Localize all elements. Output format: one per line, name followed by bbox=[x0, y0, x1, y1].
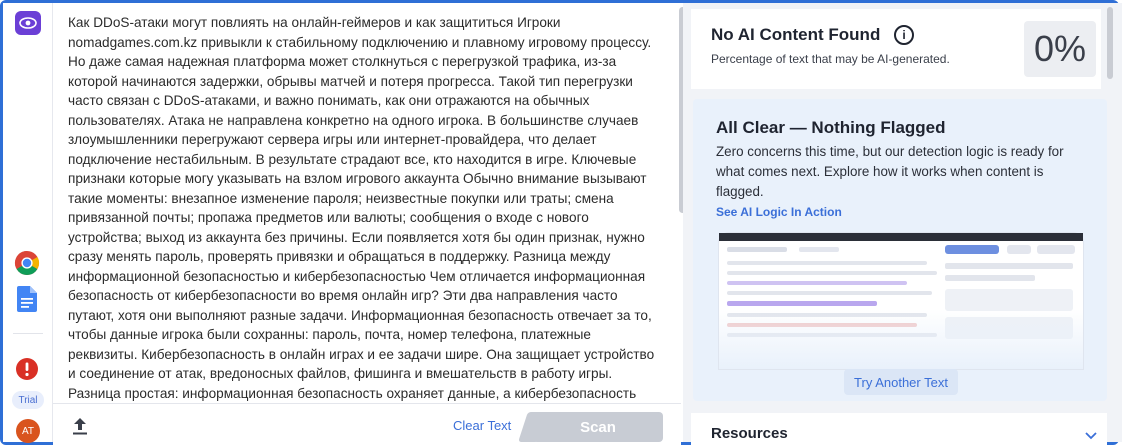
preview-fade bbox=[719, 309, 1083, 369]
upload-icon[interactable] bbox=[71, 416, 89, 436]
results-scrollbar[interactable] bbox=[1107, 7, 1113, 79]
summary-title: No AI Content Found bbox=[711, 25, 881, 44]
resources-title: Resources bbox=[711, 425, 788, 442]
trial-badge[interactable]: Trial bbox=[12, 391, 44, 409]
all-clear-title: All Clear — Nothing Flagged bbox=[716, 118, 946, 137]
chrome-icon[interactable] bbox=[13, 249, 41, 277]
rail-divider bbox=[13, 333, 43, 334]
info-icon[interactable]: i bbox=[894, 25, 914, 45]
resources-section[interactable] bbox=[691, 413, 1107, 448]
all-clear-description: Zero concerns this time, but our detection logic is ready for what comes next. Explore how it works when content is flagged. bbox=[716, 144, 1064, 199]
scan-button-label: Scan bbox=[580, 418, 616, 436]
scan-button[interactable] bbox=[533, 412, 663, 442]
try-another-text-button[interactable]: Try Another Text bbox=[844, 369, 958, 395]
results-panel bbox=[683, 3, 1122, 442]
alert-icon[interactable] bbox=[13, 355, 41, 383]
chevron-down-icon[interactable] bbox=[1085, 427, 1097, 437]
editor-panel bbox=[53, 3, 681, 442]
left-rail bbox=[3, 3, 53, 442]
ai-summary-card bbox=[691, 9, 1101, 89]
document-textarea[interactable]: Как DDoS-атаки могут повлиять на онлайн-геймеров и как защититься Игроки nomadgames.com.kz привыкли к стабильному подключению и плавному игровому процессу. Но даже самая надежная платформа может столкнуться с перегрузкой трафика, из-за которой начинаются задержки, обрывы матчей и потеря прогресса. Такой тип перегрузки часто связан с DDoS-атаками, и важно понимать, как они отражаются на обычных пользователях. Атака не направлена конкретно на одного игрока. В большинстве случаев злоумышленники перегружают сервера игры или интернет-провайдера, что делает подключение нестабильным. В результате страдают все, кто находится в игре. Ключевые признаки которые могу указывать на взлом игрового аккаунта Обычно внимание вызывают такие моменты: внезапное изменение пароля; неизвестные покупки или траты; смена привязанной почты; пропажа предметов или валюты; сообщения о входе с нового устройства; выход из аккаунта без причины. Если появляется хотя бы один признак, нужно сразу менять пароль, проверять привязки и обращаться в поддержку. Разница между информационной безопасностью и кибербезопасностью Чем отличается информационная безопасность от кибербезопасности во время онлайн игр? Эти два направления часто путают, хотя они выполняют разные задачи. Информационная безопасность отвечает за то, чтобы данные игрока были сохранны: пароль, почта, номер телефона, платежные реквизиты. Кибербезопасность в онлайн играх и ее задачи шире. Она защищает устройство и соединение от атак, вредоносных файлов, фишинга и вмешательств в работу игры. Разница простая: информационная безопасность охраняет данные, а кибербезопасность bbox=[68, 15, 655, 401]
google-docs-icon[interactable] bbox=[13, 285, 41, 313]
editor-footer bbox=[53, 403, 681, 448]
eye-icon[interactable] bbox=[15, 11, 41, 35]
summary-subtitle: Percentage of text that may be AI-generated. bbox=[711, 52, 950, 66]
ai-percentage: 0% bbox=[1024, 21, 1096, 77]
ai-logic-link[interactable]: See AI Logic In Action bbox=[716, 205, 842, 219]
avatar[interactable]: AT bbox=[16, 419, 40, 443]
preview-illustration bbox=[719, 233, 1083, 369]
clear-text-button[interactable]: Clear Text bbox=[453, 418, 512, 433]
